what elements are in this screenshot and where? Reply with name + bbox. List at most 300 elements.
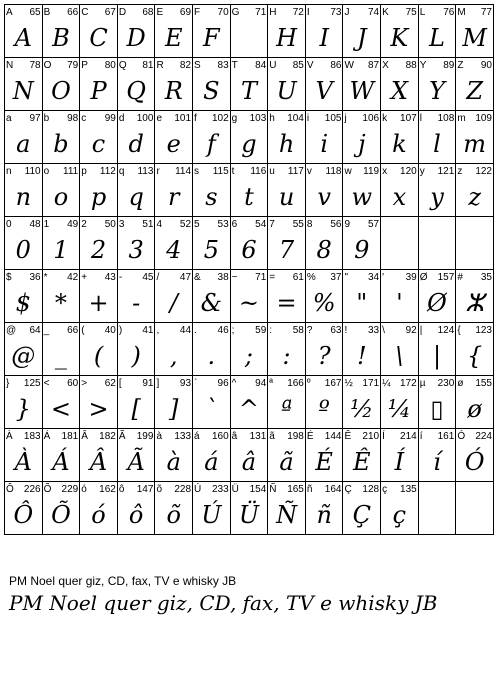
glyph-code-label: 107: [400, 113, 417, 124]
glyph-char-label: <: [43, 378, 50, 389]
glyph-sample: !: [356, 342, 367, 370]
glyph-sample: õ: [166, 501, 181, 529]
glyph-sample: y: [430, 183, 444, 211]
glyph-sample: ñ: [316, 501, 332, 529]
glyph-sample: _: [54, 342, 67, 370]
glyph-code-label: 70: [217, 7, 229, 18]
glyph-char-label: u: [269, 166, 275, 177]
glyph-sample: /: [169, 289, 178, 317]
glyph-cell: [418, 58, 456, 111]
glyph-code-label: 42: [67, 272, 79, 283]
glyph-code-label: 182: [99, 431, 116, 442]
glyph-sample: ~: [238, 289, 260, 317]
glyph-char-label: ½: [344, 378, 353, 389]
grid-row: [5, 58, 494, 111]
glyph-cell: [305, 111, 343, 164]
glyph-char-label: W: [344, 60, 354, 71]
glyph-code-label: 162: [99, 484, 116, 495]
glyph-code-label: 34: [367, 272, 380, 283]
glyph-char-label: ã: [269, 431, 275, 442]
glyph-char-label: ñ: [306, 484, 313, 495]
glyph-cell: [193, 111, 231, 164]
glyph-sample: Ü: [238, 501, 260, 529]
glyph-cell: [456, 164, 494, 217]
glyph-cell: [343, 323, 381, 376]
glyph-code-label: 73: [330, 7, 342, 18]
glyph-code-label: 155: [475, 378, 492, 389]
glyph-sample: p: [90, 183, 107, 211]
glyph-sample: P: [90, 77, 107, 105]
glyph-char-label: f: [194, 113, 197, 124]
glyph-char-label: º: [306, 378, 311, 389]
glyph-sample: e: [166, 130, 181, 158]
glyph-sample: g: [241, 130, 257, 158]
glyph-sample: -: [132, 289, 141, 317]
glyph-cell: [80, 323, 118, 376]
glyph-char-label: (: [81, 325, 85, 336]
glyph-char-label: Z: [457, 60, 464, 71]
glyph-char-label: H: [269, 7, 277, 18]
glyph-char-label: ]: [156, 378, 160, 389]
glyph-cell: [80, 164, 118, 217]
glyph-char-label: 6: [231, 219, 238, 230]
glyph-sample: Í: [394, 448, 405, 476]
glyph-sample: 0: [15, 236, 31, 264]
glyph-cell: [381, 217, 419, 270]
glyph-char-label: -: [118, 272, 123, 283]
glyph-char-label: 1: [43, 219, 50, 230]
sample-text-font: PM Noel quer giz, CD, fax, TV e whisky JB: [9, 591, 438, 615]
glyph-code-label: 166: [287, 378, 304, 389]
glyph-sample: `: [205, 395, 218, 423]
glyph-code-label: 100: [136, 113, 154, 124]
glyph-code-label: 65: [29, 7, 41, 18]
glyph-char-label: $: [6, 272, 12, 283]
glyph-code-label: 38: [217, 272, 229, 283]
glyph-cell: [268, 429, 306, 482]
glyph-sample: ;: [244, 342, 253, 370]
glyph-sample: 3: [128, 236, 144, 264]
glyph-sample: Ø: [427, 289, 447, 317]
grid-row: [5, 482, 494, 535]
glyph-cell: [155, 5, 193, 58]
glyph-sample: Ç: [352, 501, 371, 529]
glyph-cell: [418, 111, 456, 164]
glyph-cell: [268, 482, 306, 535]
glyph-code-label: 68: [142, 7, 154, 18]
character-map-body: [5, 5, 494, 535]
glyph-sample: b: [53, 130, 69, 158]
glyph-char-label: ª: [269, 378, 273, 389]
glyph-sample: }: [15, 395, 31, 423]
glyph-code-label: 40: [104, 325, 116, 336]
glyph-sample: N: [12, 77, 34, 105]
glyph-cell: [305, 482, 343, 535]
glyph-cell: [155, 482, 193, 535]
glyph-sample: T: [240, 77, 257, 105]
glyph-code-label: 165: [287, 484, 304, 495]
glyph-cell: [117, 5, 155, 58]
glyph-code-label: 228: [174, 484, 192, 495]
glyph-char-label: Q: [118, 60, 127, 71]
glyph-sample: (: [93, 342, 104, 370]
glyph-sample: 6: [241, 236, 257, 264]
glyph-cell: [381, 164, 419, 217]
glyph-cell: [456, 376, 494, 429]
glyph-sample: r: [168, 183, 180, 211]
glyph-char-label: S: [194, 60, 201, 71]
glyph-char-label: b: [43, 113, 50, 124]
glyph-char-label: J: [344, 7, 350, 18]
glyph-sample: ã: [279, 448, 294, 476]
glyph-code-label: 56: [330, 219, 342, 230]
glyph-cell: [305, 323, 343, 376]
glyph-code-label: 214: [400, 431, 417, 442]
glyph-cell: [80, 5, 118, 58]
glyph-char-label: V: [306, 60, 314, 71]
glyph-code-label: 62: [104, 378, 116, 389]
glyph-code-label: 119: [363, 166, 380, 177]
glyph-sample: M: [462, 24, 487, 52]
glyph-cell: [80, 429, 118, 482]
glyph-cell: [117, 58, 155, 111]
glyph-char-label: õ: [156, 484, 162, 495]
glyph-code-label: 167: [324, 378, 342, 389]
glyph-code-label: 66: [67, 7, 79, 18]
glyph-code-label: 63: [330, 325, 342, 336]
glyph-code-label: 121: [437, 166, 455, 177]
grid-row: [5, 164, 494, 217]
glyph-char-label: Ø: [419, 272, 428, 283]
glyph-code-label: 210: [362, 431, 380, 442]
glyph-cell: [456, 429, 494, 482]
glyph-code-label: 81: [142, 60, 154, 71]
glyph-cell: [230, 270, 268, 323]
glyph-code-label: 60: [67, 378, 79, 389]
glyph-sample: x: [392, 183, 407, 211]
glyph-code-label: 128: [362, 484, 380, 495]
glyph-char-label: {: [457, 325, 461, 336]
glyph-code-label: 124: [437, 325, 455, 336]
glyph-char-label: P: [81, 60, 88, 71]
glyph-sample: >: [88, 395, 109, 423]
glyph-cell: [5, 111, 43, 164]
glyph-cell: [193, 482, 231, 535]
glyph-cell: [193, 5, 231, 58]
glyph-cell: [80, 376, 118, 429]
glyph-sample: <: [50, 395, 71, 423]
sample-text-plain: PM Noel quer giz, CD, fax, TV e whisky JB: [9, 574, 237, 588]
glyph-char-label: 8: [306, 219, 313, 230]
glyph-cell: [268, 217, 306, 270]
glyph-cell: [305, 429, 343, 482]
glyph-char-label: C: [81, 7, 89, 18]
glyph-cell: [155, 58, 193, 111]
glyph-sample: ): [131, 342, 141, 370]
glyph-char-label: }: [6, 378, 10, 389]
glyph-char-label: Ô: [6, 484, 14, 495]
glyph-code-label: 122: [475, 166, 492, 177]
glyph-char-label: Â: [81, 431, 88, 442]
glyph-char-label: *: [43, 272, 48, 283]
glyph-sample: ⵣ: [465, 289, 485, 317]
glyph-code-label: 104: [287, 113, 304, 124]
glyph-sample: Õ: [51, 501, 71, 529]
glyph-cell: [117, 270, 155, 323]
glyph-cell: [305, 376, 343, 429]
glyph-sample: C: [89, 24, 108, 52]
glyph-cell: [418, 164, 456, 217]
glyph-char-label: w: [344, 166, 352, 177]
glyph-code-label: 83: [217, 60, 229, 71]
glyph-sample: n: [15, 183, 32, 211]
glyph-char-label: Ç: [344, 484, 352, 495]
glyph-cell: [230, 58, 268, 111]
glyph-cell: [5, 376, 43, 429]
glyph-cell: [456, 323, 494, 376]
glyph-sample: {: [467, 342, 483, 370]
glyph-char-label: Ê: [344, 431, 352, 442]
glyph-sample: â: [241, 448, 257, 476]
glyph-code-label: 88: [405, 60, 417, 71]
glyph-cell: [5, 270, 43, 323]
glyph-cell: [456, 5, 494, 58]
glyph-char-label: d: [118, 113, 125, 124]
glyph-sample: D: [126, 24, 146, 52]
glyph-char-label: h: [269, 113, 275, 124]
glyph-code-label: 47: [179, 272, 192, 283]
glyph-char-label: B: [43, 7, 51, 18]
glyph-cell: [418, 5, 456, 58]
glyph-char-label: s: [194, 166, 200, 177]
glyph-char-label: R: [156, 60, 164, 71]
glyph-sample: l: [433, 130, 441, 158]
glyph-cell: [117, 429, 155, 482]
glyph-code-label: 171: [362, 378, 380, 389]
glyph-sample: ø: [467, 395, 482, 423]
glyph-sample: 8: [316, 236, 332, 264]
glyph-cell: [343, 217, 381, 270]
glyph-code-label: 71: [255, 272, 267, 283]
glyph-cell: [268, 270, 306, 323]
grid-row: [5, 217, 494, 270]
glyph-char-label: q: [118, 166, 125, 177]
glyph-sample: Á: [52, 448, 70, 476]
grid-row: [5, 111, 494, 164]
glyph-code-label: 33: [367, 325, 380, 336]
glyph-code-label: 183: [23, 431, 41, 442]
glyph-cell: [42, 5, 80, 58]
glyph-cell: [193, 323, 231, 376]
glyph-sample: w: [351, 183, 373, 211]
glyph-char-label: l: [419, 113, 422, 124]
glyph-sample: .: [207, 342, 216, 370]
glyph-code-label: 91: [142, 378, 154, 389]
glyph-char-label: o: [43, 166, 50, 177]
glyph-sample: Ã: [127, 448, 145, 476]
glyph-cell: [343, 111, 381, 164]
glyph-cell: [230, 429, 268, 482]
glyph-code-label: 98: [67, 113, 79, 124]
glyph-code-label: 71: [255, 7, 267, 18]
glyph-sample: ç: [392, 501, 407, 529]
glyph-char-label: ç: [382, 484, 388, 495]
glyph-code-label: 74: [367, 7, 380, 18]
glyph-sample: Ñ: [276, 501, 298, 529]
glyph-cell: [155, 376, 193, 429]
glyph-code-label: 35: [480, 272, 492, 283]
glyph-sample: í: [433, 448, 441, 476]
glyph-cell: [155, 323, 193, 376]
glyph-char-label: G: [231, 7, 240, 18]
glyph-char-label: ô: [118, 484, 125, 495]
glyph-cell: [305, 58, 343, 111]
glyph-char-label: a: [6, 113, 12, 124]
glyph-code-label: 84: [255, 60, 267, 71]
glyph-cell: [381, 482, 419, 535]
glyph-cell: [381, 5, 419, 58]
glyph-sample: ½: [350, 395, 374, 423]
glyph-code-label: 64: [29, 325, 41, 336]
glyph-code-label: 90: [480, 60, 492, 71]
glyph-code-label: 36: [29, 272, 41, 283]
glyph-code-label: 48: [29, 219, 41, 230]
grid-row: [5, 270, 494, 323]
glyph-code-label: 125: [23, 378, 41, 389]
glyph-cell: [80, 217, 118, 270]
glyph-sample: q: [128, 183, 144, 211]
glyph-char-label: y: [419, 166, 425, 177]
glyph-code-label: 224: [475, 431, 492, 442]
glyph-sample: o: [53, 183, 69, 211]
glyph-code-label: 57: [367, 219, 380, 230]
glyph-sample: ª: [280, 395, 293, 423]
glyph-sample: O: [51, 77, 71, 105]
glyph-sample: u: [278, 183, 295, 211]
glyph-sample: d: [128, 130, 144, 158]
glyph-cell: [305, 270, 343, 323]
glyph-char-label: Õ: [43, 484, 52, 495]
glyph-code-label: 39: [405, 272, 417, 283]
glyph-char-label: Ã: [118, 431, 126, 442]
glyph-sample: \: [395, 342, 404, 370]
glyph-char-label: =: [269, 272, 276, 283]
glyph-cell: [343, 5, 381, 58]
glyph-cell: [117, 323, 155, 376]
glyph-sample: |: [432, 342, 442, 370]
glyph-sample: Y: [429, 77, 445, 105]
glyph-code-label: 131: [249, 431, 267, 442]
glyph-code-label: 133: [174, 431, 192, 442]
glyph-code-label: 157: [437, 272, 455, 283]
glyph-cell: [5, 164, 43, 217]
glyph-code-label: 52: [179, 219, 192, 230]
glyph-cell: [155, 111, 193, 164]
glyph-sample: U: [276, 77, 297, 105]
glyph-code-label: 117: [287, 166, 304, 177]
glyph-sample: L: [429, 24, 445, 52]
glyph-code-label: 87: [367, 60, 380, 71]
glyph-char-label: Ó: [457, 431, 466, 442]
glyph-code-label: 54: [255, 219, 267, 230]
glyph-cell: [456, 111, 494, 164]
glyph-cell: [193, 429, 231, 482]
glyph-sample: ô: [128, 501, 144, 529]
glyph-char-label: ): [118, 325, 123, 336]
character-map-grid: [4, 4, 494, 535]
glyph-code-label: 181: [61, 431, 79, 442]
glyph-cell: [343, 429, 381, 482]
glyph-sample: ,: [169, 342, 178, 370]
glyph-code-label: 108: [437, 113, 455, 124]
glyph-code-label: 226: [23, 484, 41, 495]
glyph-sample: I: [319, 24, 329, 52]
glyph-cell: [5, 217, 43, 270]
glyph-cell: [230, 111, 268, 164]
glyph-cell: [381, 111, 419, 164]
glyph-code-label: 94: [255, 378, 267, 389]
glyph-sample: ó: [91, 501, 106, 529]
glyph-sample: ': [396, 289, 403, 317]
glyph-code-label: 97: [29, 113, 41, 124]
glyph-code-label: 105: [324, 113, 342, 124]
glyph-cell: [268, 111, 306, 164]
glyph-code-label: 229: [61, 484, 79, 495]
glyph-sample: B: [52, 24, 70, 52]
glyph-char-label: ,: [156, 325, 160, 336]
glyph-cell: [117, 376, 155, 429]
glyph-char-label: À: [6, 431, 13, 442]
glyph-char-label: !: [344, 325, 348, 336]
glyph-code-label: 198: [287, 431, 304, 442]
glyph-cell: [42, 429, 80, 482]
glyph-cell: [230, 5, 268, 58]
glyph-code-label: 59: [255, 325, 267, 336]
glyph-code-label: 161: [437, 431, 455, 442]
glyph-sample: ?: [317, 342, 331, 370]
glyph-code-label: 112: [99, 166, 116, 177]
glyph-sample: c: [91, 130, 106, 158]
glyph-code-label: 114: [175, 166, 192, 177]
glyph-char-label: O: [43, 60, 52, 71]
glyph-sample: v: [317, 183, 331, 211]
glyph-sample: s: [205, 183, 218, 211]
glyph-cell: [343, 58, 381, 111]
glyph-code-label: 67: [104, 7, 116, 18]
glyph-code-label: 72: [292, 7, 304, 18]
grid-row: [5, 376, 494, 429]
glyph-char-label: |: [419, 325, 423, 336]
glyph-char-label: á: [194, 431, 200, 442]
glyph-code-label: 233: [211, 484, 229, 495]
glyph-code-label: 172: [400, 378, 417, 389]
glyph-char-label: 9: [344, 219, 351, 230]
glyph-code-label: 103: [249, 113, 267, 124]
glyph-cell: [418, 376, 456, 429]
glyph-cell: [5, 323, 43, 376]
glyph-char-label: Y: [419, 60, 427, 71]
glyph-cell: [42, 323, 80, 376]
glyph-char-label: Ú: [194, 484, 202, 495]
glyph-code-label: 109: [475, 113, 492, 124]
glyph-char-label: E: [156, 7, 164, 18]
glyph-code-label: 43: [104, 272, 116, 283]
glyph-char-label: i: [306, 113, 310, 124]
glyph-char-label: 7: [269, 219, 275, 230]
glyph-code-label: 147: [136, 484, 154, 495]
glyph-code-label: 199: [136, 431, 154, 442]
glyph-code-label: 154: [249, 484, 267, 495]
